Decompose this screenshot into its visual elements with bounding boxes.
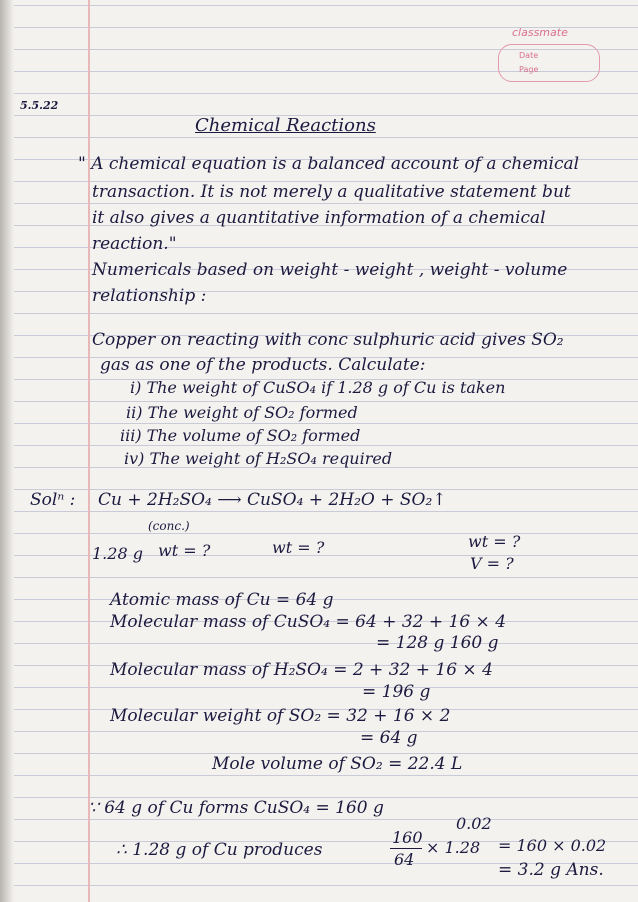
question-1: i) The weight of CuSO₄ if 1.28 g of Cu is taken	[130, 378, 506, 397]
calc-mole-volume: Mole volume of SO₂ = 22.4 L	[212, 754, 463, 774]
calc-molecular-mass-cuso4: Molecular mass of CuSO₄ = 64 + 32 + 16 × 4	[110, 612, 507, 632]
quote-line-2: transaction. It is not merely a qualitative statement but	[92, 182, 571, 202]
calc-h2so4-result: = 196 g	[362, 682, 431, 702]
given-cu-mass: 1.28 g	[92, 544, 143, 563]
margin-date: 5.5.22	[20, 99, 59, 112]
problem-line-2: gas as one of the products. Calculate:	[100, 355, 426, 375]
solution-label: Solⁿ :	[30, 490, 76, 510]
h2so4-weight-unknown: wt = ?	[158, 541, 211, 560]
so2-volume-unknown: V = ?	[470, 554, 514, 573]
cuso4-weight-unknown: wt = ?	[272, 538, 325, 557]
fraction-bar	[390, 848, 422, 849]
calc-molecular-weight-so2: Molecular weight of SO₂ = 32 + 16 × 2	[110, 706, 451, 726]
question-3: iii) The volume of SO₂ formed	[120, 426, 361, 445]
calc-molecular-mass-h2so4: Molecular mass of H₂SO₄ = 2 + 32 + 16 × 4	[110, 660, 493, 680]
numericals-line-1: Numericals based on weight - weight , weight - volume	[92, 260, 568, 280]
final-line-1: ∵ 64 g of Cu forms CuSO₄ = 160 g	[88, 798, 384, 818]
page-label: Page	[519, 65, 539, 74]
date-label: Date	[519, 51, 539, 60]
page-edge-shadow	[0, 0, 14, 902]
conc-note: (conc.)	[148, 519, 190, 533]
date-page-box	[498, 44, 600, 82]
reaction-equation: Cu + 2H₂SO₄ ⟶ CuSO₄ + 2H₂O + SO₂↑	[98, 490, 447, 510]
fraction-denominator: 64	[394, 850, 415, 869]
quote-line-1: " A chemical equation is a balanced account of a chemical	[78, 154, 580, 174]
fraction-numerator: 160	[392, 828, 423, 847]
final-above-value: 0.02	[456, 814, 492, 833]
result-line-1: = 160 × 0.02	[498, 836, 607, 855]
brand-logo: classmate	[512, 26, 568, 39]
calc-so2-result: = 64 g	[360, 728, 418, 748]
problem-line-1: Copper on reacting with conc sulphuric acid gives SO₂	[92, 330, 564, 350]
final-line-2: ∴ 1.28 g of Cu produces	[116, 840, 323, 860]
calc-cuso4-result: = 128 g 160 g	[376, 633, 499, 653]
margin-line	[88, 0, 90, 902]
so2-weight-unknown: wt = ?	[468, 532, 521, 551]
page-title: Chemical Reactions	[195, 115, 376, 136]
question-4: iv) The weight of H₂SO₄ required	[124, 449, 393, 468]
calc-atomic-mass-cu: Atomic mass of Cu = 64 g	[110, 590, 334, 610]
quote-line-4: reaction."	[92, 234, 177, 254]
numericals-line-2: relationship :	[92, 286, 207, 306]
quote-line-3: it also gives a quantitative information of a chemical	[92, 208, 546, 228]
result-line-2: = 3.2 g Ans.	[498, 860, 604, 880]
question-2: ii) The weight of SO₂ formed	[126, 403, 358, 422]
times-value: × 1.28	[426, 838, 481, 857]
